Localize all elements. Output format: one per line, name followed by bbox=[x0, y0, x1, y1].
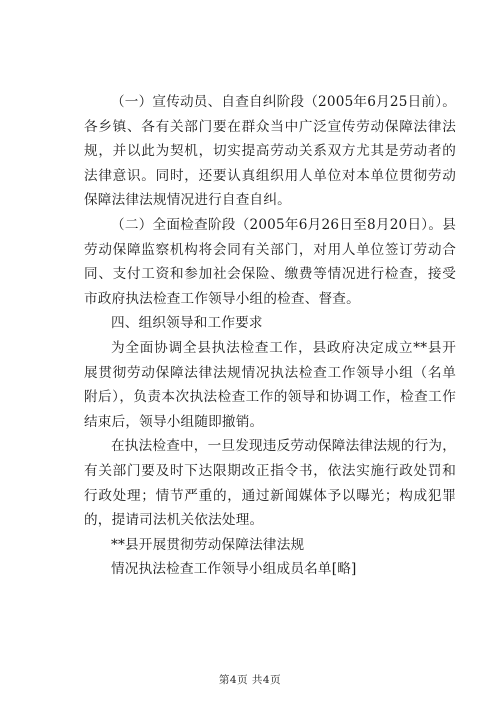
paragraph-inspection-stage: （二）全面检查阶段（2005年6月26日至8月20日）。县劳动保障监察机构将会同有关部门，对用人单位签订劳动合同、支付工资和参加社会保险、缴费等情况进行检查，接受市政府执法检查工作领导小组的检查、督查。 bbox=[84, 216, 456, 307]
page-number-footer: 第4页 共4页 bbox=[218, 674, 282, 686]
appendix-title-line-2: 情况执法检查工作领导小组成员名单[略] bbox=[111, 561, 357, 578]
paragraph-violations-handling: 在执法检查中，一旦发现违反劳动保障法律法规的行为，有关部门要及时下达限期改正指令书，依法实施行政处罚和行政处理；情节严重的，通过新闻媒体予以曝光；构成犯罪的，提请司法机关依法处理。 bbox=[84, 438, 456, 529]
paragraph-publicity-stage: （一）宣传动员、自查自纠阶段（2005年6月25日前）。各乡镇、各有关部门要在群众当中广泛宣传劳动保障法律法规，并以此为契机，切实提高劳动关系双方尤其是劳动者的法律意识。同时，还要认真组织用人单位对本单位贯彻劳动保障法律法规情况进行自查自纠。 bbox=[84, 94, 456, 209]
section-heading-organization: 四、组织领导和工作要求 bbox=[111, 315, 263, 332]
paragraph-leading-group: 为全面协调全县执法检查工作，县政府决定成立**县开展贯彻劳动保障法律法规情况执法检查工作领导小组（名单附后），负责本次执法检查工作的领导和协调工作，检查工作结束后，领导小组随即撤销。 bbox=[84, 339, 456, 430]
document-body bbox=[84, 90, 456, 582]
appendix-title-line-1: **县开展贯彻劳动保障法律法规 bbox=[111, 536, 305, 553]
